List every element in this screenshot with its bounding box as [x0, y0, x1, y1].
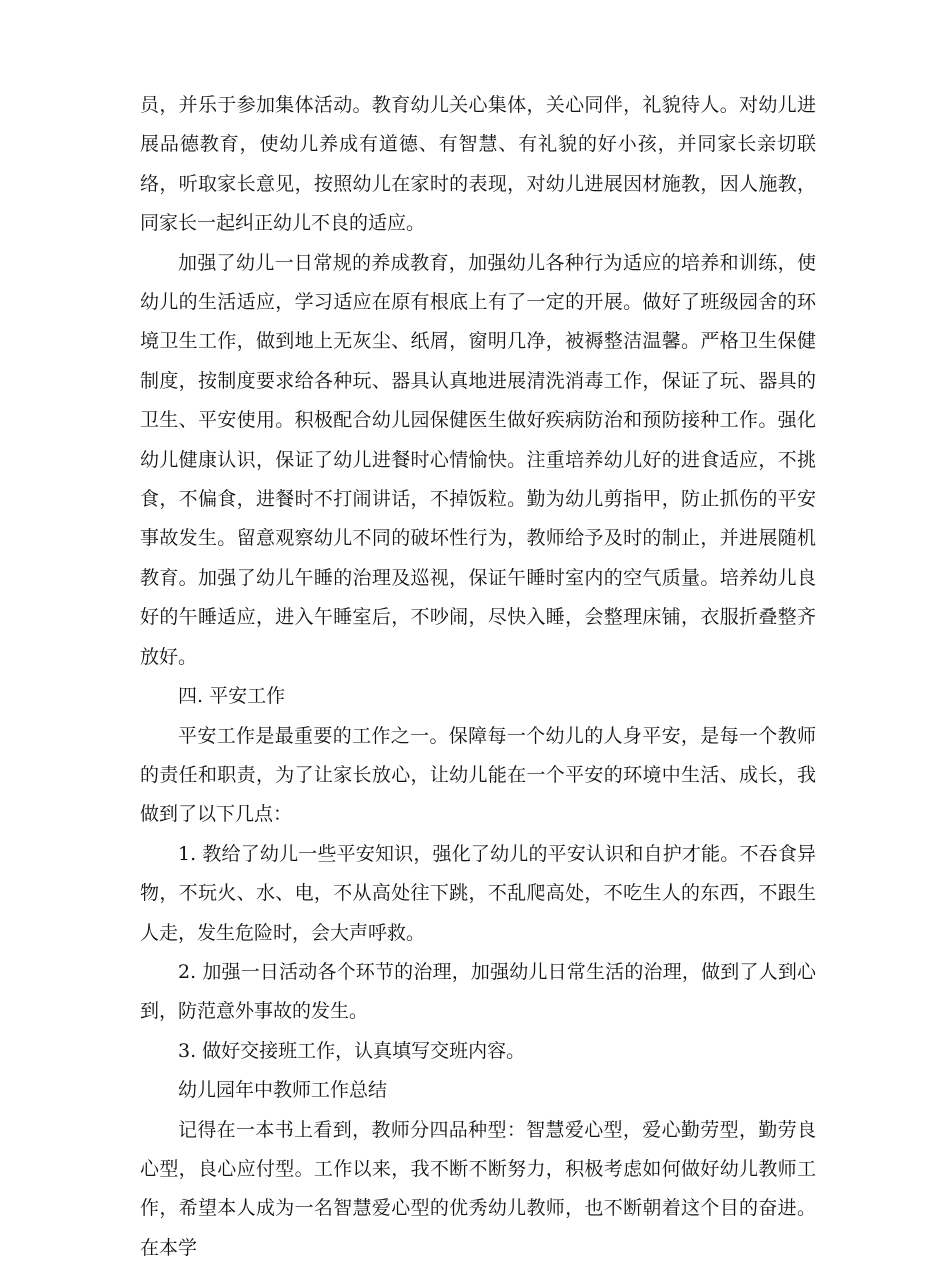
list-item-2: 2. 加强一日活动各个环节的治理，加强幼儿日常生活的治理，做到了人到心到，防范意外事故的发生。 [140, 960, 816, 1023]
document-title: 幼儿园年中教师工作总结 [178, 1079, 388, 1102]
paragraph-continuation: 员，并乐于参加集体活动。教育幼儿关心集体，关心同伴，礼貌待人。对幼儿进展品德教育，使幼儿养成有道德、有智慧、有礼貌的好小孩，并同家长亲切联络，听取家长意见，按照幼儿在家时的表现，对幼儿进展因材施教，因人施教，同家长一起纠正幼儿不良的适应。 [140, 94, 816, 235]
paragraph-routine-education: 加强了幼儿一日常规的养成教育，加强幼儿各种行为适应的培养和训练，使幼儿的生活适应，学习适应在原有根底上有了一定的开展。做好了班级园舍的环境卫生工作，做到地上无灰尘、纸屑，窗明几净，被褥整洁温馨。严格卫生保健制度，按制度要求给各种玩、器具认真地进展清洗消毒工作，保证了玩、器具的卫生、平安使用。积极配合幼儿园保健医生做好疾病防治和预防接种工作。强化幼儿健康认识，保证了幼儿进餐时心情愉快。注重培养幼儿好的进食适应，不挑食，不偏食，进餐时不打闹讲话，不掉饭粒。勤为幼儿剪指甲，防止抓伤的平安事故发生。留意观察幼儿不同的破坏性行为，教师给予及时的制止，并进展随机教育。加强了幼儿午睡的治理及巡视，保证午睡时室内的空气质量。培养幼儿良好的午睡适应，进入午睡室后，不吵闹，尽快入睡，会整理床铺，衣服折叠整齐放好。 [140, 251, 816, 668]
section-heading-safety: 四. 平安工作 [178, 685, 286, 708]
list-item-1: 1. 教给了幼儿一些平安知识，强化了幼儿的平安认识和自护才能。不吞食异物，不玩火、水、电，不从高处往下跳，不乱爬高处，不吃生人的东西，不跟生人走，发生危险时，会大声呼救。 [140, 842, 816, 944]
document-body [140, 86, 816, 1268]
list-item-3: 3. 做好交接班工作，认真填写交班内容。 [178, 1039, 526, 1062]
paragraph-summary-start: 记得在一本书上看到，教师分四品种型：智慧爱心型，爱心勤劳型，勤劳良心型，良心应付型。工作以来，我不断不断努力，积极考虑如何做好幼儿教师工作，希望本人成为一名智慧爱心型的优秀幼儿教师，也不断朝着这个目的奋进。在本学 [140, 1118, 816, 1259]
paragraph-safety-intro: 平安工作是最重要的工作之一。保障每一个幼儿的人身平安，是每一个教师的责任和职责，为了让家长放心，让幼儿能在一个平安的环境中生活、成长，我做到了以下几点： [140, 724, 816, 826]
